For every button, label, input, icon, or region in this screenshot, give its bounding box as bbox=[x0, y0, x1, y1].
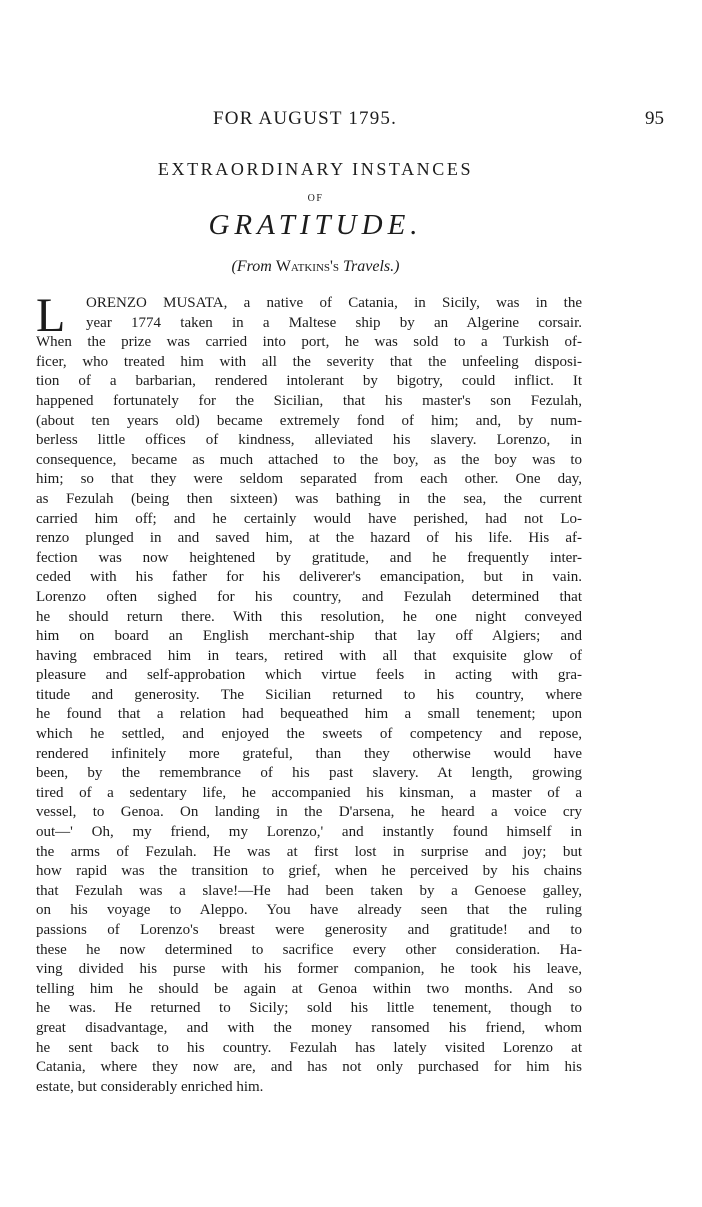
text-line: ORENZO MUSATA, a native of Catania, in Sicily, was in the bbox=[86, 295, 582, 311]
text-line: the arms of Fezulah. He was at first lost in surprise and joy; but bbox=[36, 843, 582, 860]
article-title-line-3: GRATITUDE. bbox=[208, 209, 423, 241]
text-line: these he now determined to sacrifice every other consideration. Ha- bbox=[36, 941, 582, 958]
article-lines bbox=[36, 289, 582, 1097]
text-line: fection was now heightened by gratitude, and he frequently inter- bbox=[36, 549, 582, 566]
source-prefix: (From bbox=[231, 258, 276, 275]
text-line: that Fezulah was a slave!—He had been taken by a Genoese galley, bbox=[36, 882, 582, 899]
text-line: carried him off; and he certainly would have perished, had not Lo- bbox=[36, 510, 582, 527]
text-line: him; so that they were seldom separated from each other. One day, bbox=[36, 471, 582, 488]
text-line: berless little offices of kindness, alleviated his slavery. Lorenzo, in bbox=[36, 432, 582, 449]
article-title-line-2: OF bbox=[307, 193, 324, 204]
drop-cap: L bbox=[36, 289, 66, 342]
text-line: tion of a barbarian, rendered intolerant by bigotry, could inflict. It bbox=[36, 373, 582, 390]
article-title-line-1: EXTRAORDINARY INSTANCES bbox=[157, 159, 474, 179]
text-line: pleasure and self-approbation which virtue feels in acting with gra- bbox=[36, 667, 582, 684]
text-line: great disadvantage, and with the money ransomed his friend, whom bbox=[36, 1019, 582, 1036]
source-attribution bbox=[0, 258, 623, 276]
text-line: vessel, to Genoa. On landing in the D'arsena, he heard a voice cry bbox=[36, 804, 582, 821]
text-line: out—' Oh, my friend, my Lorenzo,' and instantly found himself in bbox=[36, 824, 582, 841]
text-line: how rapid was the transition to grief, when he perceived by his chains bbox=[36, 863, 582, 880]
text-line: consequence, became as much attached to the boy, as the boy was to bbox=[36, 451, 582, 468]
text-line: estate, but considerably enriched him. bbox=[36, 1078, 264, 1095]
article-body bbox=[36, 289, 582, 1097]
text-line: which he settled, and enjoyed the sweets of competency and repose, bbox=[36, 726, 582, 743]
text-line: him on board an English merchant-ship that lay off Algiers; and bbox=[36, 628, 582, 645]
running-title: FOR AUGUST 1795. bbox=[213, 108, 398, 129]
text-line: renzo plunged in and saved him, at the hazard of his life. His af- bbox=[36, 530, 582, 547]
text-line: ceded with his father for his deliverer's emancipation, but in vain. bbox=[36, 569, 582, 586]
text-line: ficer, who treated him with all the severity that the unfeeling disposi- bbox=[36, 353, 582, 370]
text-line: as Fezulah (being then sixteen) was bathing in the sea, the current bbox=[36, 490, 582, 507]
text-line: titude and generosity. The Sicilian returned to his country, where bbox=[36, 686, 582, 703]
text-line: having embraced him in tears, retired with all that exquisite glow of bbox=[36, 647, 582, 664]
source-suffix: Travels.) bbox=[339, 258, 400, 275]
text-line: year 1774 taken in a Maltese ship by an Algerine corsair. bbox=[86, 314, 582, 331]
text-line: Lorenzo often sighed for his country, and Fezulah determined that bbox=[36, 588, 582, 605]
text-line: he was. He returned to Sicily; sold his little tenement, though to bbox=[36, 1000, 582, 1017]
page-number: 95 bbox=[645, 108, 664, 129]
text-line: tired of a sedentary life, he accompanied his kinsman, a master of a bbox=[36, 784, 582, 801]
text-line: he sent back to his country. Fezulah has lately visited Lorenzo at bbox=[36, 1039, 582, 1056]
text-line: he found that a relation had bequeathed him a small tenement; upon bbox=[36, 706, 582, 723]
text-line: Catania, where they now are, and has not only purchased for him his bbox=[36, 1059, 582, 1076]
text-line: rendered infinitely more grateful, than they otherwise would have bbox=[36, 745, 582, 762]
text-line: (about ten years old) became extremely fond of him; and, by num- bbox=[36, 412, 582, 429]
text-line: on his voyage to Aleppo. You have already seen that the ruling bbox=[36, 902, 582, 919]
text-line: passions of Lorenzo's breast were generosity and gratitude! and to bbox=[36, 922, 582, 938]
text-line: he should return there. With this resolution, he one night conveyed bbox=[36, 608, 582, 625]
source-author: Watkins's bbox=[275, 258, 340, 275]
running-head bbox=[0, 108, 702, 132]
text-line: When the prize was carried into port, he was sold to a Turkish of- bbox=[36, 334, 582, 351]
text-line: happened fortunately for the Sicilian, that his master's son Fezulah, bbox=[36, 392, 582, 409]
text-line: telling him he should be again at Genoa within two months. And so bbox=[36, 980, 582, 997]
text-line: ving divided his purse with his former companion, he took his leave, bbox=[36, 961, 582, 978]
text-line: been, by the remembrance of his past slavery. At length, growing bbox=[36, 765, 582, 782]
